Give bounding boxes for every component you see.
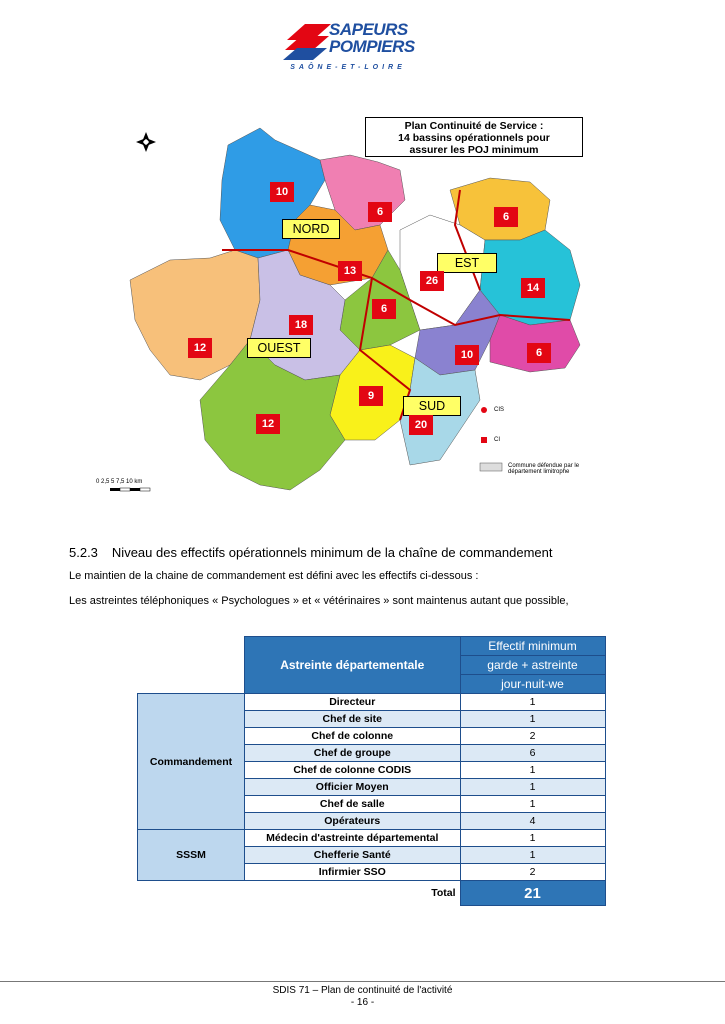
table-row-label: Infirmier SSO xyxy=(245,864,461,881)
table-row-value: 1 xyxy=(460,830,605,847)
page-number: - 16 - xyxy=(350,997,375,1008)
zone-label-est: EST xyxy=(437,253,497,273)
paragraph-1: Le maintien de la chaine de commandement est défini avec les effectifs ci-dessous : xyxy=(69,570,479,582)
legend-cis-label: CIS xyxy=(494,407,505,413)
table-row-label: Chefferie Santé xyxy=(245,847,461,864)
sapeurs-pompiers-logo xyxy=(283,20,413,78)
department-map xyxy=(110,100,605,500)
table-row-value: 2 xyxy=(460,728,605,745)
total-label: Total xyxy=(431,887,456,900)
basin-number: 13 xyxy=(338,261,362,281)
table-row-value: 1 xyxy=(460,796,605,813)
map-title-line: 14 bassins opérationnels pour xyxy=(398,132,550,144)
legend-commune-label: Commune défendue par le département limitrophe xyxy=(508,463,580,475)
table-header-left: Astreinte départementale xyxy=(245,637,461,694)
basin-number: 10 xyxy=(270,182,294,202)
group-label-sssm: SSSM xyxy=(138,830,245,881)
zone-label-ouest: OUEST xyxy=(247,338,311,358)
table-header-right: garde + astreinte xyxy=(460,656,605,675)
table-row-label: Médecin d'astreinte départemental xyxy=(245,830,461,847)
group-label-commandement: Commandement xyxy=(138,694,245,830)
legend-ci-label: CI xyxy=(494,437,500,443)
logo-text-pompiers: POMPIERS xyxy=(329,37,415,56)
table-row-label: Officier Moyen xyxy=(245,779,461,796)
table-row-label: Chef de salle xyxy=(245,796,461,813)
total-value: 21 xyxy=(460,881,605,906)
scale-bar xyxy=(110,488,150,491)
section-title: Niveau des effectifs opérationnels minimum de la chaîne de commandement xyxy=(111,545,553,560)
basin-number: 14 xyxy=(521,278,545,298)
table-row-label: Chef de groupe xyxy=(245,745,461,762)
basin-number: 26 xyxy=(420,271,444,291)
logo-text-sapeurs: SAPEURS xyxy=(329,20,408,39)
basin-number: 18 xyxy=(289,315,313,335)
basin-number: 20 xyxy=(409,415,433,435)
table-header-right: jour-nuit-we xyxy=(460,675,605,694)
map-title-box xyxy=(365,117,583,157)
basin-number: 6 xyxy=(368,202,392,222)
table-row-value: 1 xyxy=(460,762,605,779)
logo-text-department: SAÔNE-ET-LOIRE xyxy=(290,64,406,71)
table-row-value: 2 xyxy=(460,864,605,881)
footer-divider xyxy=(0,981,725,982)
flag-swoosh-icon xyxy=(283,20,333,64)
paragraph-2: Les astreintes téléphoniques « Psychologues » et « vétérinaires » sont maintenus autant que possible, xyxy=(69,595,569,607)
basin-number: 6 xyxy=(372,299,396,319)
basin-number: 12 xyxy=(188,338,212,358)
table-row-value: 1 xyxy=(460,847,605,864)
map-title-line: assurer les POJ minimum xyxy=(409,144,539,156)
basin-number: 9 xyxy=(359,386,383,406)
map-title-line: Plan Continuité de Service : xyxy=(404,120,544,132)
table-row-label: Chef de colonne CODIS xyxy=(245,762,461,779)
effectifs-table xyxy=(137,636,606,906)
scale-label: 0 2,5 5 7,5 10 km xyxy=(96,479,143,485)
zone-label-sud: SUD xyxy=(403,396,461,416)
section-number: 5.2.3 xyxy=(69,545,98,560)
table-row-label: Chef de site xyxy=(245,711,461,728)
footer-title: SDIS 71 – Plan de continuité de l'activité xyxy=(272,985,453,996)
legend-cis-marker xyxy=(481,407,487,413)
basin-number: 6 xyxy=(494,207,518,227)
legend-ci-marker xyxy=(481,437,487,443)
table-row-value: 1 xyxy=(460,694,605,711)
basin-number: 6 xyxy=(527,343,551,363)
basin-number: 12 xyxy=(256,414,280,434)
zone-label-nord: NORD xyxy=(282,219,340,239)
table-row-value: 1 xyxy=(460,779,605,796)
table-row-label: Opérateurs xyxy=(245,813,461,830)
table-row-value: 4 xyxy=(460,813,605,830)
table-row-value: 6 xyxy=(460,745,605,762)
legend-commune-marker xyxy=(480,463,502,471)
table-row-value: 1 xyxy=(460,711,605,728)
table-row-label: Directeur xyxy=(245,694,461,711)
basin-number: 10 xyxy=(455,345,479,365)
section-heading xyxy=(69,545,552,560)
table-row-label: Chef de colonne xyxy=(245,728,461,745)
table-header-right: Effectif minimum xyxy=(460,637,605,656)
